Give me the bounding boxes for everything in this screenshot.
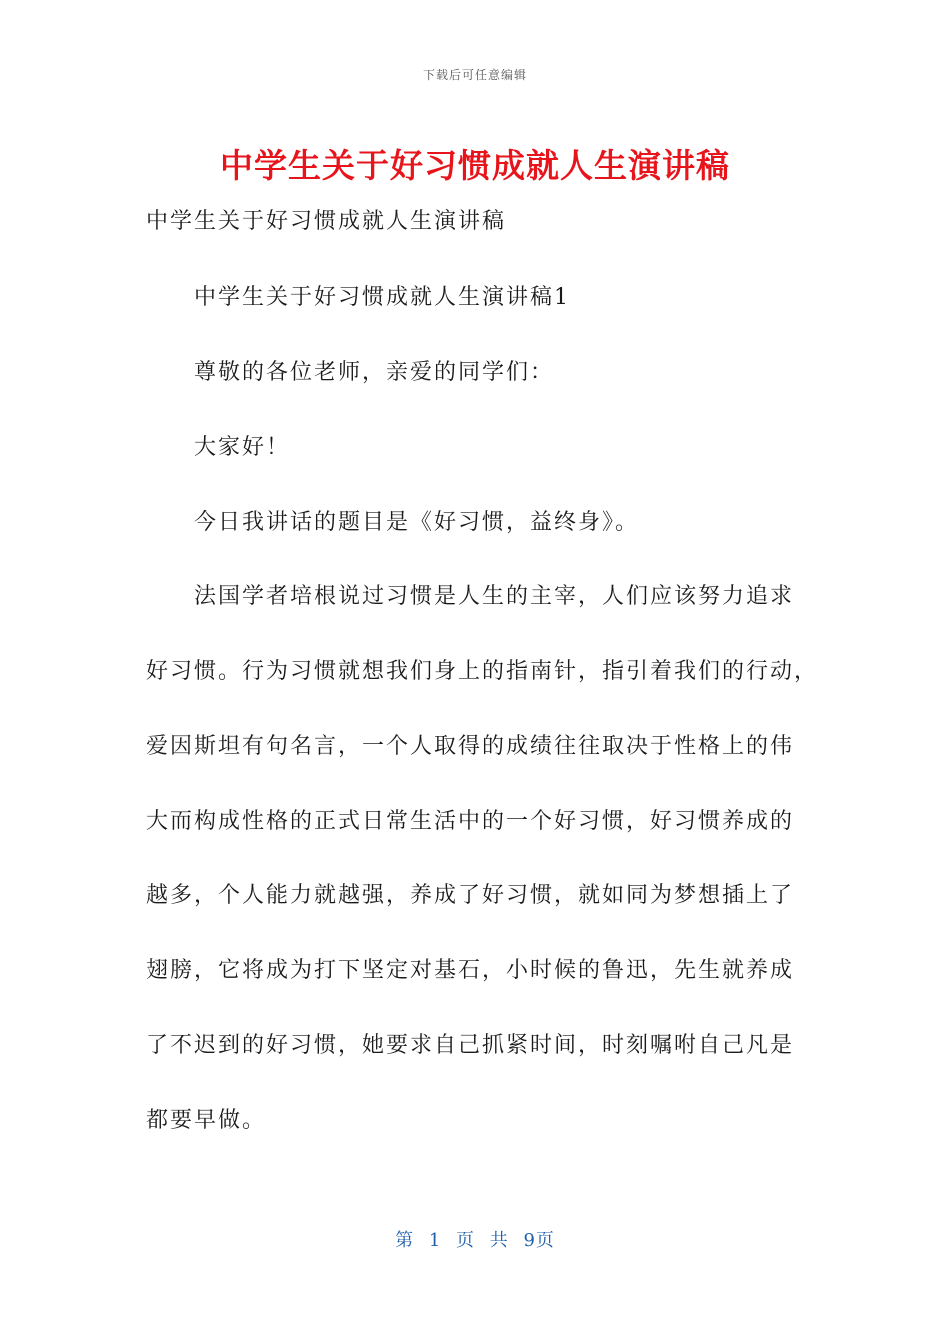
header-note: 下载后可任意编辑 [422, 68, 527, 82]
paragraph-line: 大而构成性格的正式日常生活中的一个好习惯，好习惯养成的 [146, 809, 795, 834]
paragraph-line: 好习惯。行为习惯就想我们身上的指南针，指引着我们的行动， [146, 659, 819, 684]
paragraph-line: 越多，个人能力就越强，养成了好习惯，就如同为梦想插上了 [146, 883, 795, 908]
greeting-line: 尊敬的各位老师，亲爱的同学们： [194, 360, 555, 385]
paragraph-line: 爱因斯坦有句名言，一个人取得的成绩往往取决于性格上的伟 [146, 734, 795, 759]
subtitle-line: 中学生关于好习惯成就人生演讲稿 [146, 209, 507, 234]
section-heading: 中学生关于好习惯成就人生演讲稿1 [194, 285, 570, 310]
paragraph-line: 了不迟到的好习惯，她要求自己抓紧时间，时刻嘱咐自己凡是 [146, 1033, 795, 1058]
footer-label-ye: 页 [456, 1230, 475, 1251]
footer-current-page: 1 [428, 1230, 442, 1251]
paragraph-line: 翅膀，它将成为打下坚定对基石，小时候的鲁迅，先生就养成 [146, 958, 795, 983]
page-footer [0, 1226, 950, 1252]
footer-label-gong: 共 [489, 1230, 509, 1251]
paragraph-line: 法国学者培根说过习惯是人生的主宰，人们应该努力追求 [194, 584, 795, 609]
document-title: 中学生关于好习惯成就人生演讲稿 [220, 146, 730, 185]
paragraph-line: 都要早做。 [146, 1108, 267, 1133]
footer-label-di: 第 [395, 1230, 415, 1251]
footer-total-pages: 9页 [523, 1230, 555, 1251]
greeting-line: 大家好！ [194, 435, 291, 460]
paragraph-line: 今日我讲话的题目是《好习惯，益终身》。 [194, 510, 640, 535]
